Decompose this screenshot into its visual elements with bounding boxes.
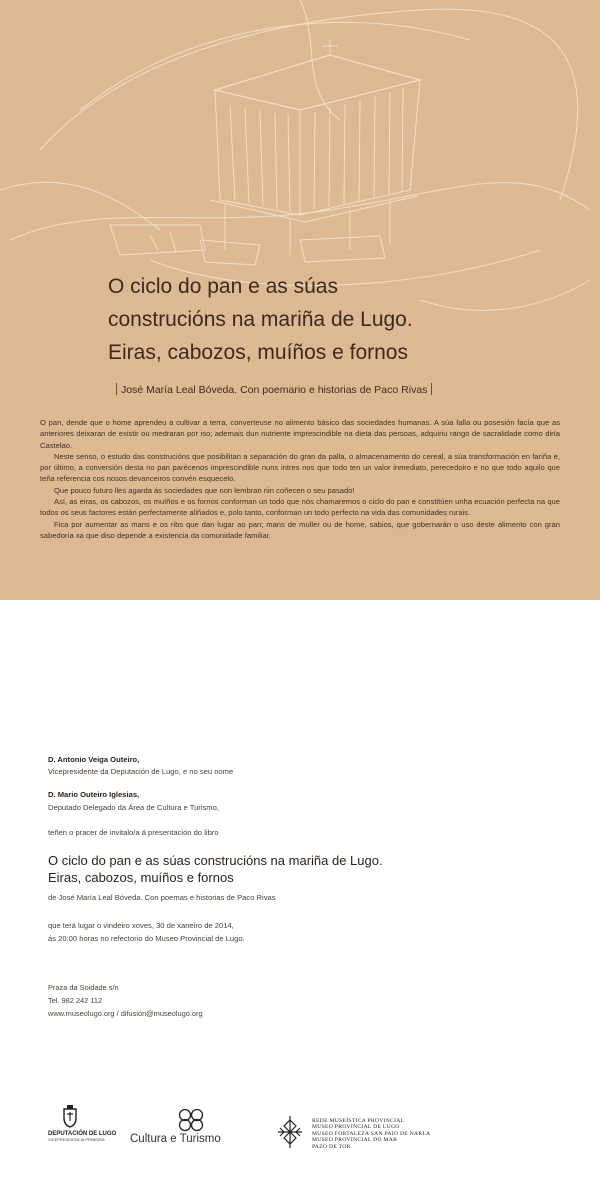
cultura-turismo-logo [130,1108,221,1145]
deputacion-logo-subtext: VICEPRESIDENCIA PRIMEIRA [48,1137,105,1142]
cultura-logo-text: Cultura e Turismo [130,1133,221,1145]
deputacion-logo-text: DEPUTACIÓN DE LUGO [48,1131,117,1137]
contact-web[interactable]: www.museolugo.org / difusión@museolugo.org [48,1009,203,1018]
rede-line: PAZO DE TOR [312,1143,351,1150]
hero-title-line-2: construcións na mariña de Lugo. [108,308,413,331]
rede-line: MUSEO PROVINCIAL DO MAR [312,1137,398,1144]
host2-name: D. Mario Outeiro Iglesias, [48,790,140,799]
book-author: de José María Leal Bóveda. Con poemas e historias de Paco Rivas [48,893,276,902]
coat-of-arms-icon [60,1104,80,1128]
hero-title-line-3: Eiras, cabozos, muíños e fornos [108,341,408,364]
host1-role: Vicepresidente da Deputación de Lugo, e no seu nome [48,767,234,776]
intro-paragraph: Que pouco futuro lles agarda ás sociedades que non lembran nin coñecen o seu pasado! [54,485,355,495]
rede-line: MUSEO FORTALEZA SAN PAIO DE NARLA [312,1130,431,1137]
event-date: que terá lugar o vindeiro xoves, 30 de xaneiro de 2014, [48,921,234,930]
museum-emblem-icon [276,1114,304,1150]
contact-phone: Tel. 982 242 112 [48,996,103,1005]
contact-address: Praza da Soidade s/n [48,983,119,992]
cultura-knot-icon [174,1108,208,1132]
intro-text [40,417,560,541]
author-right-rule [431,383,432,395]
intro-paragraph: Neste senso, o estudo das construcións que posibilitan a separación do gran da palla, o almacenamento do cereal, a súa transformación en fariña e, por último, a conversión desta no pan parécenos imprescindible nuns intres nos que todo ten un valor inmediato, perecedoiro e no que todo aquilo que teña referencia cos nosos devanceiros convén esquecelo. [40,451,560,484]
intro-paragraph: Así, as eiras, os cabozos, os muíños e os fornos conforman un todo que nós chamaremos o ciclo do pan e constitúen unha ecuación perfecta na que todos os seus factores están perfectamente aliñados e, polo tanto, conforman un todo perfecto na vida das comunidades rurais. [40,497,560,518]
host2-role: Deputado Delegado da Área de Cultura e Turismo, [48,803,219,812]
intro-paragraph: Fica por aumentar as mans e os ribs que dan lugar ao pan; mans de muller ou de home, sabios, que gobernarán o uso deste alimento con gran sabedoría xa que diso depende a existencia da comunidade familiar. [40,519,560,540]
invite-line: teñen o pracer de invitalo/a á presentación do libro [48,828,219,837]
book-title-line-1: O ciclo do pan e as súas construcións na mariña de Lugo. [48,853,383,868]
rede-line: REDE MUSEÍSTICA PROVINCIAL [312,1118,405,1124]
intro-paragraph: O pan, dende que o home aprendeu a cultivar a terra, converteuse no alimento básico das sociedades humanas. A súa falla ou posesión facía que as anteriores deixaran de existir ou medraran por iso; ademais dun nutriente imprescindible na dieta das persoas, adquiriu rango de sacralidade como diría Castelao. [40,418,560,450]
hero-title [108,270,528,369]
hero-author-text: José María Leal Bóveda. Con poemario e historias de Paco Rivas [121,384,428,396]
deputacion-logo [48,1104,116,1142]
book-title-line-2: Eiras, cabozos, muíños e fornos [48,870,234,885]
event-place: ás 20:00 horas no refectorio do Museo Provincial de Lugo. [48,934,245,943]
host1-name: D. Antonio Veiga Outeiro, [48,755,140,764]
author-left-rule [116,383,117,395]
hero-title-line-1: O ciclo do pan e as súas [108,275,338,298]
rede-line: MUSEO PROVINCIAL DE LUGO [312,1124,400,1131]
hero-author-line [112,383,436,396]
rede-logo-text [312,1118,430,1150]
